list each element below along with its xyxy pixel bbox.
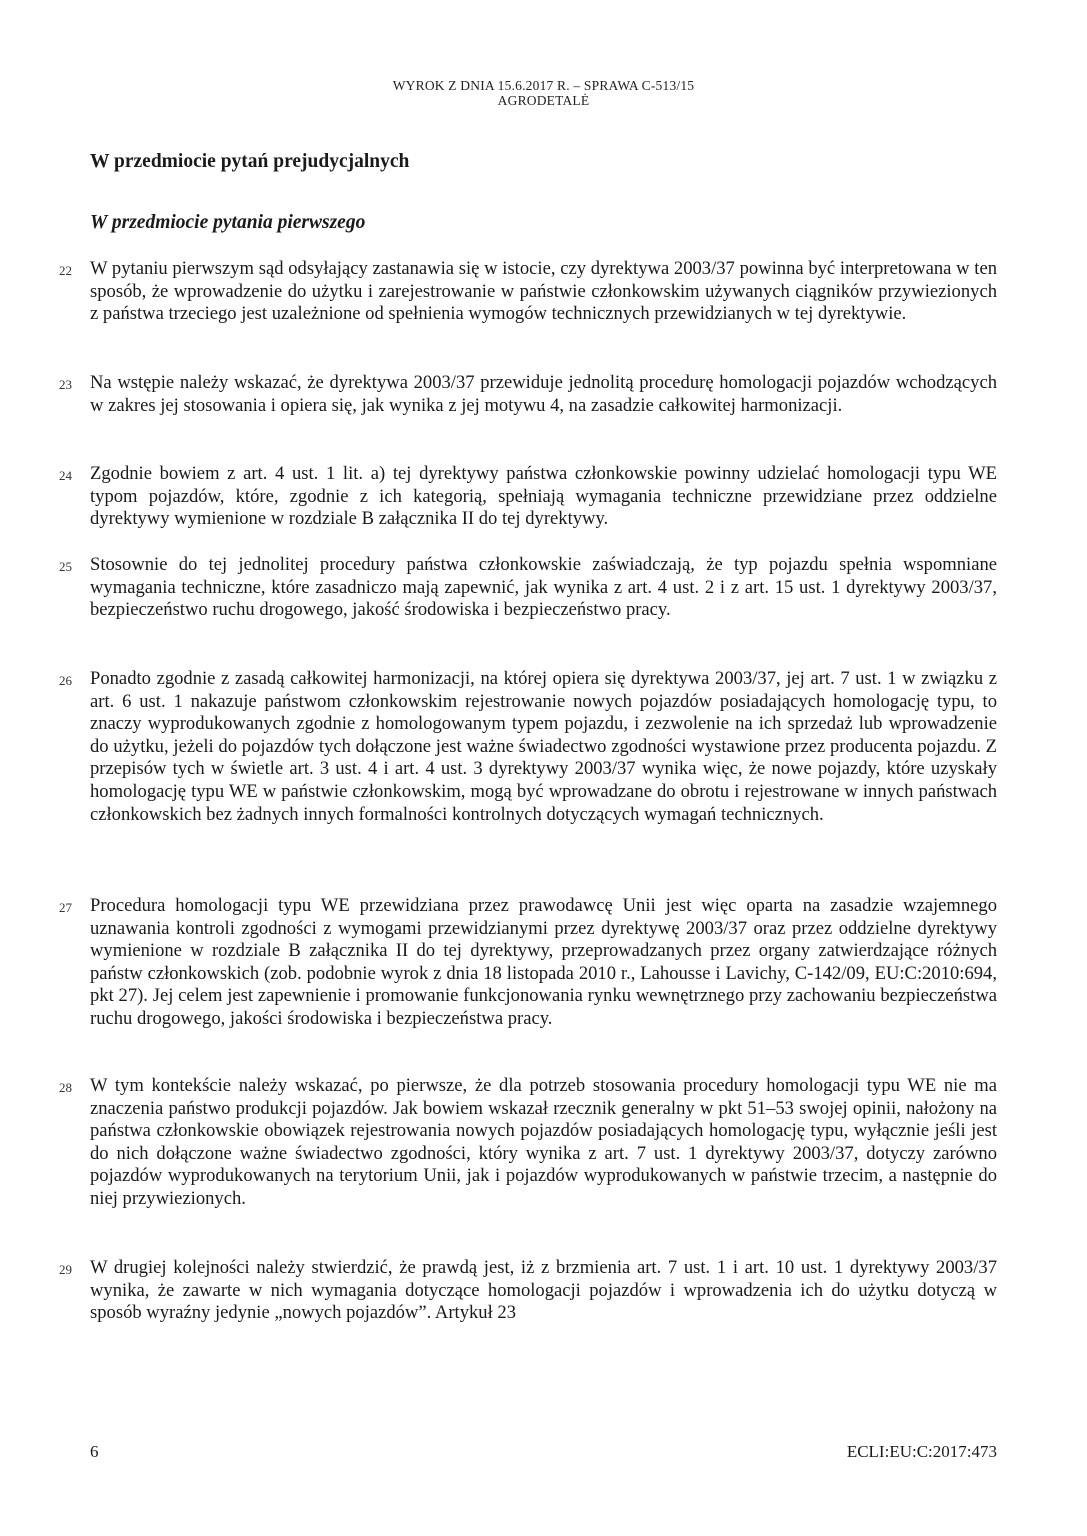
paragraph-number: 23 [59,377,72,392]
paragraph-number: 28 [59,1080,72,1095]
section-heading: W przedmiocie pytań prejudycjalnych [90,151,410,172]
paragraph-text: Stosownie do tej jednolitej procedury państwa członkowskie zaświadczają, że typ pojazdu spełnia wspomniane wymagania techniczne, które zasadniczo mają zapewnić, jak wynika z art. 4 ust. 2 i z art. 15 ust. 1 dyrektywy 2003/37, bezpieczeństwo ruchu drogowego, jakość środowiska i bezpieczeństwo pracy. [90,554,997,621]
paragraph-28 [59,1075,997,1211]
paragraph-22 [59,258,997,326]
paragraph-number: 27 [59,900,72,915]
paragraph-26 [59,668,997,826]
paragraph-text: Ponadto zgodnie z zasadą całkowitej harmonizacji, na której opiera się dyrektywa 2003/37, jej art. 7 ust. 1 w związku z art. 6 ust. 1 nakazuje państwom członkowskim rejestrowanie nowych pojazdów posiadających homologację typu, to znaczy wyprodukowanych zgodnie z homologowanym typem pojazdu, i zezwolenie na ich sprzedaż lub wprowadzenie do użytku, jeżeli do pojazdów tych dołączone jest ważne świadectwo zgodności wystawione przez producenta pojazdu. Z przepisów tych w świetle art. 3 ust. 4 i art. 4 ust. 3 dyrektywy 2003/37 wynika więc, że nowe pojazdy, które uzyskały homologację typu WE w państwie członkowskim, mogą być wprowadzane do obrotu i rejestrowane w innych państwach członkowskich bez żadnych innych formalności kontrolnych dotyczących wymagań technicznych. [90,668,997,825]
paragraph-24 [59,463,997,531]
paragraph-text: W pytaniu pierwszym sąd odsyłający zastanawia się w istocie, czy dyrektywa 2003/37 powinna być interpretowana w ten sposób, że wprowadzenie do użytku i zarejestrowanie w państwie członkowskim używanych ciągników przywiezionych z państwa trzeciego jest uzależnione od spełnienia wymogów technicznych przewidzianych w tej dyrektywie. [90,258,997,325]
paragraph-number: 25 [59,559,72,574]
paragraph-number: 29 [59,1262,72,1277]
running-header [0,78,1087,108]
paragraph-text: Procedura homologacji typu WE przewidziana przez prawodawcę Unii jest więc oparta na zasadzie wzajemnego uznawania kontroli zgodności z wymogami przewidzianymi przez dyrektywę 2003/37 oraz przez oddzielne dyrektywy wymienione w rozdziale B załącznika II do tej dyrektywy, przeprowadzanych przez organy zatwierdzające różnych państw członkowskich (zob. podobnie wyrok z dnia 18 listopada 2010 r., Lahousse i Lavichy, C‑142/09, EU:C:2010:694, pkt 27). Jej celem jest zapewnienie i promowanie funkcjonowania rynku wewnętrznego przy zachowaniu bezpieczeństwa ruchu drogowego, jakości środowiska i bezpieczeństwa pracy. [90,895,997,1029]
subsection-heading: W przedmiocie pytania pierwszego [90,212,366,233]
header-party-name: AGRODETALĖ [497,93,590,108]
paragraph-text: Na wstępie należy wskazać, że dyrektywa 2003/37 przewiduje jednolitą procedurę homologacji pojazdów wchodzących w zakres jej stosowania i opiera się, jak wynika z jej motywu 4, na zasadzie całkowitej harmonizacji. [90,372,997,416]
header-case-title: WYROK Z DNIA 15.6.2017 R. – SPRAWA C-513/15 [392,78,695,93]
paragraph-text: W drugiej kolejności należy stwierdzić, że prawdą jest, iż z brzmienia art. 7 ust. 1 i art. 10 ust. 1 dyrektywy 2003/37 wynika, że zawarte w nich wymagania dotyczące homologacji pojazdów i wprowadzenia ich do użytku dotyczą w sposób wyraźny jedynie „nowych pojazdów”. Artykuł 23 [90,1257,997,1324]
paragraph-number: 24 [59,468,72,483]
paragraph-number: 22 [59,263,72,278]
page-number: 6 [90,1442,99,1461]
paragraph-number: 26 [59,673,72,688]
paragraph-25 [59,554,997,622]
paragraph-text: Zgodnie bowiem z art. 4 ust. 1 lit. a) tej dyrektywy państwa członkowskie powinny udzielać homologacji typu WE typom pojazdów, które, zgodnie z ich kategorią, spełniają wymagania techniczne przewidziane przez oddzielne dyrektywy wymienione w rozdziale B załącznika II do tej dyrektywy. [90,463,997,530]
paragraph-text: W tym kontekście należy wskazać, po pierwsze, że dla potrzeb stosowania procedury homologacji typu WE nie ma znaczenia państwo produkcji pojazdów. Jak bowiem wskazał rzecznik generalny w pkt 51–53 swojej opinii, nałożony na państwa członkowskie obowiązek rejestrowania nowych pojazdów posiadających homologację typu, wyłącznie jeśli jest do nich dołączone ważne świadectwo zgodności, który wynika z art. 7 ust. 1 dyrektywy 2003/37, dotyczy zarówno pojazdów wyprodukowanych na terytorium Unii, jak i pojazdów wyprodukowanych w państwie trzecim, a następnie do niej przywiezionych. [90,1075,997,1209]
paragraph-27 [59,895,997,1031]
paragraph-23 [59,372,997,417]
ecli-identifier: ECLI:EU:C:2017:473 [846,1442,997,1461]
paragraph-29 [59,1257,997,1325]
